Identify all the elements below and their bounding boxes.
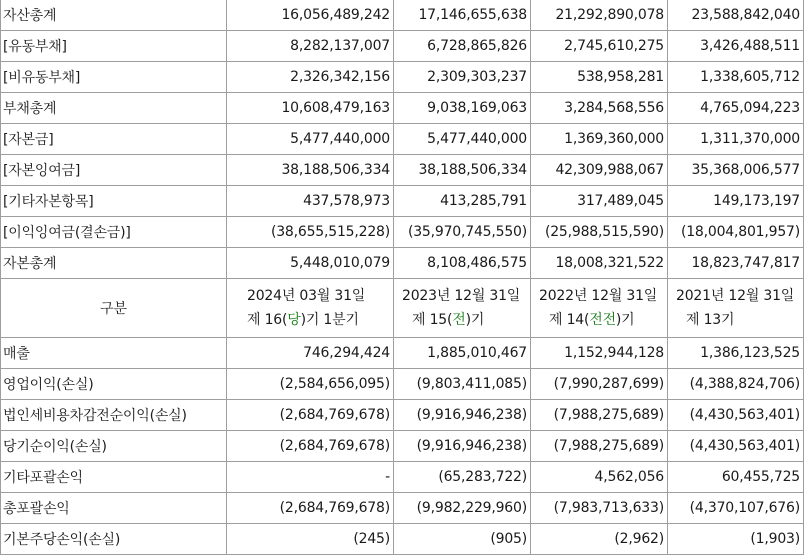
cell-value: 6,728,865,826 bbox=[394, 31, 531, 62]
cell-value: 5,448,010,079 bbox=[227, 248, 394, 279]
period-term: 제 15(전)기 bbox=[412, 312, 485, 328]
cell-value: 1,311,370,000 bbox=[668, 124, 804, 155]
cell-value: 2,745,610,275 bbox=[531, 31, 668, 62]
cell-value: (9,916,946,238) bbox=[394, 431, 531, 462]
table-row bbox=[1, 400, 804, 431]
cell-value: 3,426,488,511 bbox=[668, 31, 804, 62]
cell-value: (25,988,515,590) bbox=[531, 217, 668, 248]
cell-value: (4,430,563,401) bbox=[668, 431, 804, 462]
table-row bbox=[1, 186, 804, 217]
period-date: 2023년 12월 31일 bbox=[402, 288, 521, 304]
cell-value: 16,056,489,242 bbox=[227, 0, 394, 31]
row-label: 총포괄손익 bbox=[1, 493, 227, 524]
row-label: 법인세비용차감전순이익(손실) bbox=[1, 400, 227, 431]
cell-value: 149,173,197 bbox=[668, 186, 804, 217]
period-header-row bbox=[1, 279, 804, 338]
period-term: 제 14(전전)기 bbox=[549, 312, 635, 328]
table-row bbox=[1, 217, 804, 248]
table-row bbox=[1, 62, 804, 93]
cell-value: 17,146,655,638 bbox=[394, 0, 531, 31]
cell-value: 23,588,842,040 bbox=[668, 0, 804, 31]
table-row bbox=[1, 462, 804, 493]
cell-value: (9,803,411,085) bbox=[394, 369, 531, 400]
cell-value: 8,282,137,007 bbox=[227, 31, 394, 62]
period-marker: 전전 bbox=[589, 312, 616, 328]
period-date: 2022년 12월 31일 bbox=[539, 288, 658, 304]
period-header bbox=[668, 279, 804, 338]
cell-value: 9,038,169,063 bbox=[394, 93, 531, 124]
cell-value: 2,326,342,156 bbox=[227, 62, 394, 93]
row-label: [자본잉여금] bbox=[1, 155, 227, 186]
cell-value: (35,970,745,550) bbox=[394, 217, 531, 248]
period-header bbox=[531, 279, 668, 338]
row-label: 기본주당손익(손실) bbox=[1, 524, 227, 555]
table-row bbox=[1, 0, 804, 31]
period-date: 2024년 03월 31일 bbox=[247, 288, 366, 304]
cell-value: 2,309,303,237 bbox=[394, 62, 531, 93]
cell-value: (2,962) bbox=[531, 524, 668, 555]
table-row bbox=[1, 124, 804, 155]
cell-value: - bbox=[227, 462, 394, 493]
table-row bbox=[1, 248, 804, 279]
cell-value: (2,684,769,678) bbox=[227, 493, 394, 524]
cell-value: (4,388,824,706) bbox=[668, 369, 804, 400]
cell-value: (7,990,287,699) bbox=[531, 369, 668, 400]
row-label: [유동부채] bbox=[1, 31, 227, 62]
period-header bbox=[394, 279, 531, 338]
cell-value: 1,386,123,525 bbox=[668, 338, 804, 369]
cell-value: (1,903) bbox=[668, 524, 804, 555]
cell-value: 746,294,424 bbox=[227, 338, 394, 369]
cell-value: 4,765,094,223 bbox=[668, 93, 804, 124]
cell-value: (2,684,769,678) bbox=[227, 400, 394, 431]
row-label: 당기순이익(손실) bbox=[1, 431, 227, 462]
cell-value: (18,004,801,957) bbox=[668, 217, 804, 248]
row-label: [비유동부채] bbox=[1, 62, 227, 93]
row-label: [이익잉여금(결손금)] bbox=[1, 217, 227, 248]
period-marker: 전 bbox=[452, 312, 466, 328]
period-term: 제 16(당)기 1분기 bbox=[247, 312, 359, 328]
cell-value: 1,885,010,467 bbox=[394, 338, 531, 369]
cell-value: 5,477,440,000 bbox=[394, 124, 531, 155]
table-row bbox=[1, 93, 804, 124]
cell-value: 538,958,281 bbox=[531, 62, 668, 93]
table-row bbox=[1, 493, 804, 524]
cell-value: 413,285,791 bbox=[394, 186, 531, 217]
row-label: 자산총계 bbox=[1, 0, 227, 31]
cell-value: (245) bbox=[227, 524, 394, 555]
cell-value: 18,008,321,522 bbox=[531, 248, 668, 279]
row-label: 영업이익(손실) bbox=[1, 369, 227, 400]
cell-value: 18,823,747,817 bbox=[668, 248, 804, 279]
cell-value: 317,489,045 bbox=[531, 186, 668, 217]
cell-value: 3,284,568,556 bbox=[531, 93, 668, 124]
cell-value: 437,578,973 bbox=[227, 186, 394, 217]
cell-value: 1,338,605,712 bbox=[668, 62, 804, 93]
cell-value: (38,655,515,228) bbox=[227, 217, 394, 248]
period-term: 제 13기 bbox=[686, 312, 735, 328]
cell-value: 4,562,056 bbox=[531, 462, 668, 493]
cell-value: (9,982,229,960) bbox=[394, 493, 531, 524]
row-label: [기타자본항목] bbox=[1, 186, 227, 217]
cell-value: (4,370,107,676) bbox=[668, 493, 804, 524]
cell-value: 42,309,988,067 bbox=[531, 155, 668, 186]
table-row bbox=[1, 369, 804, 400]
cell-value: 8,108,486,575 bbox=[394, 248, 531, 279]
table-row bbox=[1, 31, 804, 62]
cell-value: (905) bbox=[394, 524, 531, 555]
table-row bbox=[1, 155, 804, 186]
cell-value: 1,152,944,128 bbox=[531, 338, 668, 369]
cell-value: (4,430,563,401) bbox=[668, 400, 804, 431]
cell-value: (7,983,713,633) bbox=[531, 493, 668, 524]
row-label: 자본총계 bbox=[1, 248, 227, 279]
cell-value: (2,584,656,095) bbox=[227, 369, 394, 400]
table-row bbox=[1, 338, 804, 369]
row-label: [자본금] bbox=[1, 124, 227, 155]
cell-value: (9,916,946,238) bbox=[394, 400, 531, 431]
cell-value: (2,684,769,678) bbox=[227, 431, 394, 462]
row-label: 기타포괄손익 bbox=[1, 462, 227, 493]
period-date: 2021년 12월 31일 bbox=[676, 288, 795, 304]
period-marker: 당 bbox=[287, 312, 301, 328]
cell-value: 5,477,440,000 bbox=[227, 124, 394, 155]
row-label: 부채총계 bbox=[1, 93, 227, 124]
cell-value: (7,988,275,689) bbox=[531, 431, 668, 462]
cell-value: 38,188,506,334 bbox=[394, 155, 531, 186]
cell-value: 60,455,725 bbox=[668, 462, 804, 493]
row-label: 매출 bbox=[1, 338, 227, 369]
table-row bbox=[1, 431, 804, 462]
cell-value: 1,369,360,000 bbox=[531, 124, 668, 155]
cell-value: (65,283,722) bbox=[394, 462, 531, 493]
header-label: 구분 bbox=[1, 279, 227, 338]
cell-value: 35,368,006,577 bbox=[668, 155, 804, 186]
cell-value: 21,292,890,078 bbox=[531, 0, 668, 31]
cell-value: (7,988,275,689) bbox=[531, 400, 668, 431]
period-header bbox=[227, 279, 394, 338]
table-row bbox=[1, 524, 804, 555]
cell-value: 10,608,479,163 bbox=[227, 93, 394, 124]
cell-value: 38,188,506,334 bbox=[227, 155, 394, 186]
